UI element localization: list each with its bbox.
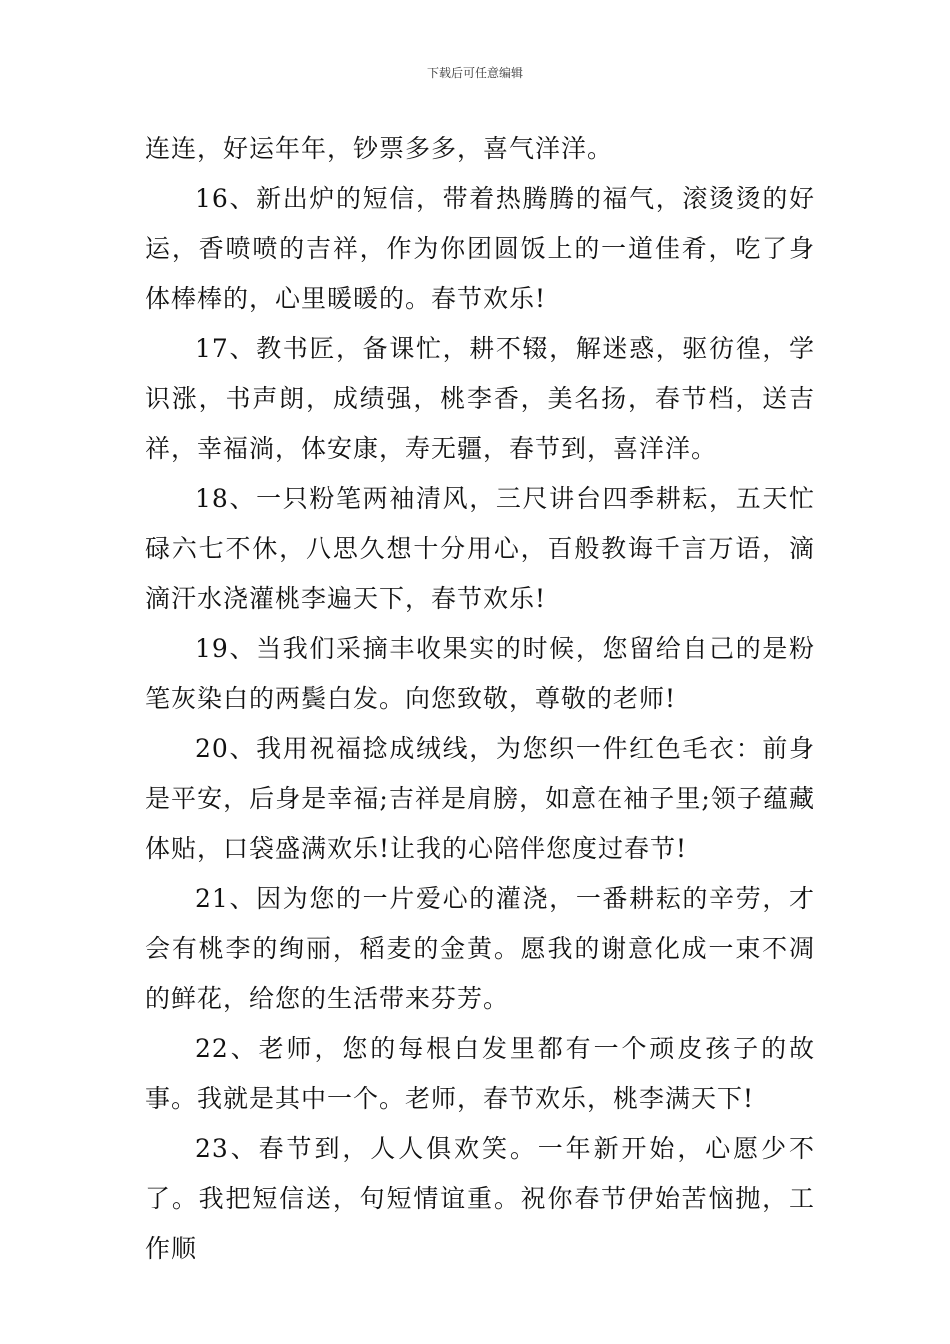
paragraph-18: 18、一只粉笔两袖清风，三尺讲台四季耕耘，五天忙碌六七不休，八思久想十分用心，百般教诲千言万语，滴滴汗水浇灌桃李遍天下，春节欢乐! bbox=[145, 484, 815, 613]
paragraph-21: 21、因为您的一片爱心的灌浇，一番耕耘的辛劳，才会有桃李的绚丽，稻麦的金黄。愿我的谢意化成一束不凋的鲜花，给您的生活带来芬芳。 bbox=[145, 884, 815, 1013]
page-header: 下载后可任意编辑 bbox=[426, 66, 523, 80]
paragraph-16: 16、新出炉的短信，带着热腾腾的福气，滚烫烫的好运，香喷喷的吉祥，作为你团圆饭上的一道佳肴，吃了身体棒棒的，心里暖暖的。春节欢乐! bbox=[145, 184, 815, 313]
paragraph-22: 22、老师，您的每根白发里都有一个顽皮孩子的故事。我就是其中一个。老师，春节欢乐，桃李满天下! bbox=[145, 1034, 815, 1113]
paragraph-23: 23、春节到，人人俱欢笑。一年新开始，心愿少不了。我把短信送，句短情谊重。祝你春节伊始苦恼抛，工作顺 bbox=[145, 1134, 815, 1263]
paragraph-20: 20、我用祝福捻成绒线，为您织一件红色毛衣：前身是平安，后身是幸福;吉祥是肩膀，如意在袖子里;领子蕴藏体贴，口袋盛满欢乐!让我的心陪伴您度过春节! bbox=[145, 734, 815, 863]
paragraph-17: 17、教书匠，备课忙，耕不辍，解迷惑，驱彷徨，学识涨，书声朗，成绩强，桃李香，美名扬，春节档，送吉祥，幸福淌，体安康，寿无疆，春节到，喜洋洋。 bbox=[145, 334, 815, 463]
paragraph-19: 19、当我们采摘丰收果实的时候，您留给自己的是粉笔灰染白的两鬓白发。向您致敬，尊敬的老师! bbox=[145, 634, 815, 713]
paragraph-continuation: 连连，好运年年，钞票多多，喜气洋洋。 bbox=[145, 134, 614, 163]
document-body bbox=[145, 124, 815, 1274]
